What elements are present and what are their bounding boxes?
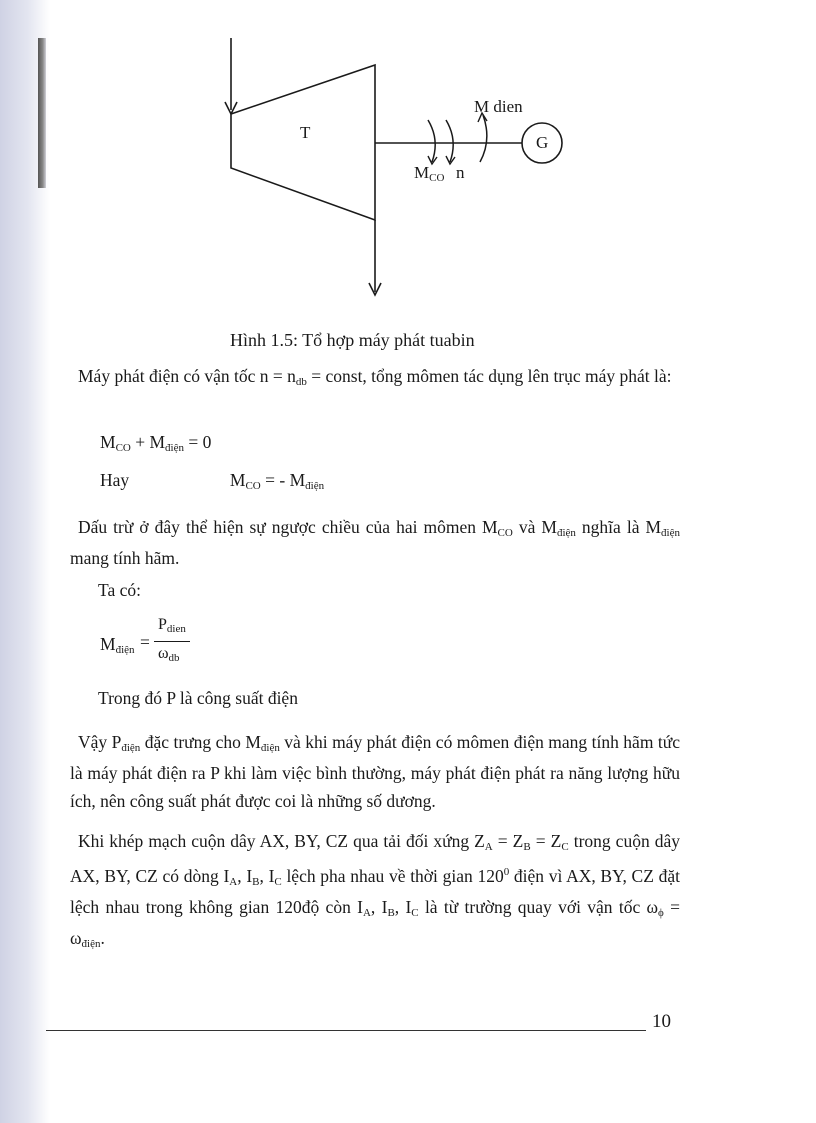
trong-do-line: Trong đó P là công suất điện <box>98 688 298 708</box>
paragraph-3: Vậy Pđiện đặc trưng cho Mđiện và khi máy phát điện có mômen điện mang tính hãm tức là máy phát điện ra P khi làm việc bình thường, máy phát điện phát ra năng lượng hữu ích, nên công suất phát được coi là những số dương. <box>70 732 680 811</box>
paragraph-4: Khi khép mạch cuộn dây AX, BY, CZ qua tải đối xứng ZA = ZB = ZC trong cuộn dây AX, BY, CZ có dòng IA, IB, IC lệch pha nhau về thời gian $120^0$ điện vì AX, BY, CZ đặt lệch nhau trong không gian 120độ còn IA, IB, IC là từ trường quay với vận tốc ωϕ = ωđiện. <box>70 831 681 950</box>
mco-label: MCO <box>414 163 445 184</box>
equation-1: MCO + Mđiện = 0 <box>100 432 212 454</box>
mco-arc-1 <box>428 120 435 162</box>
fraction-numerator: Pdien <box>158 616 186 635</box>
turbine-generator-figure <box>0 0 816 330</box>
footer-rule <box>46 1030 646 1031</box>
equation-2: Hay MCO = - Mđiện <box>100 470 325 492</box>
mdien-arc <box>480 115 487 162</box>
mco-arc-2 <box>446 120 453 162</box>
figure-caption: Hình 1.5: Tổ hợp máy phát tuabin <box>230 330 475 350</box>
page-number: 10 <box>652 1011 671 1032</box>
fraction-denominator: ωdb <box>158 645 180 664</box>
generator-label: G <box>536 133 549 152</box>
m-dien-label: M dien <box>474 97 523 116</box>
turbine-diagram-svg <box>0 0 816 330</box>
n-label: n <box>456 163 465 182</box>
ta-co-label: Ta có: <box>98 580 141 600</box>
turbine-label: T <box>300 123 311 142</box>
paragraph-2: Dấu trừ ở đây thể hiện sự ngược chiều của hai mômen MCO và Mđiện nghĩa là Mđiện mang tính hãm. <box>70 517 680 568</box>
fraction-bar <box>154 641 190 642</box>
paragraph-1: Máy phát điện có vận tốc n = ndb = const, tổng mômen tác dụng lên trục máy phát là: <box>78 366 672 388</box>
